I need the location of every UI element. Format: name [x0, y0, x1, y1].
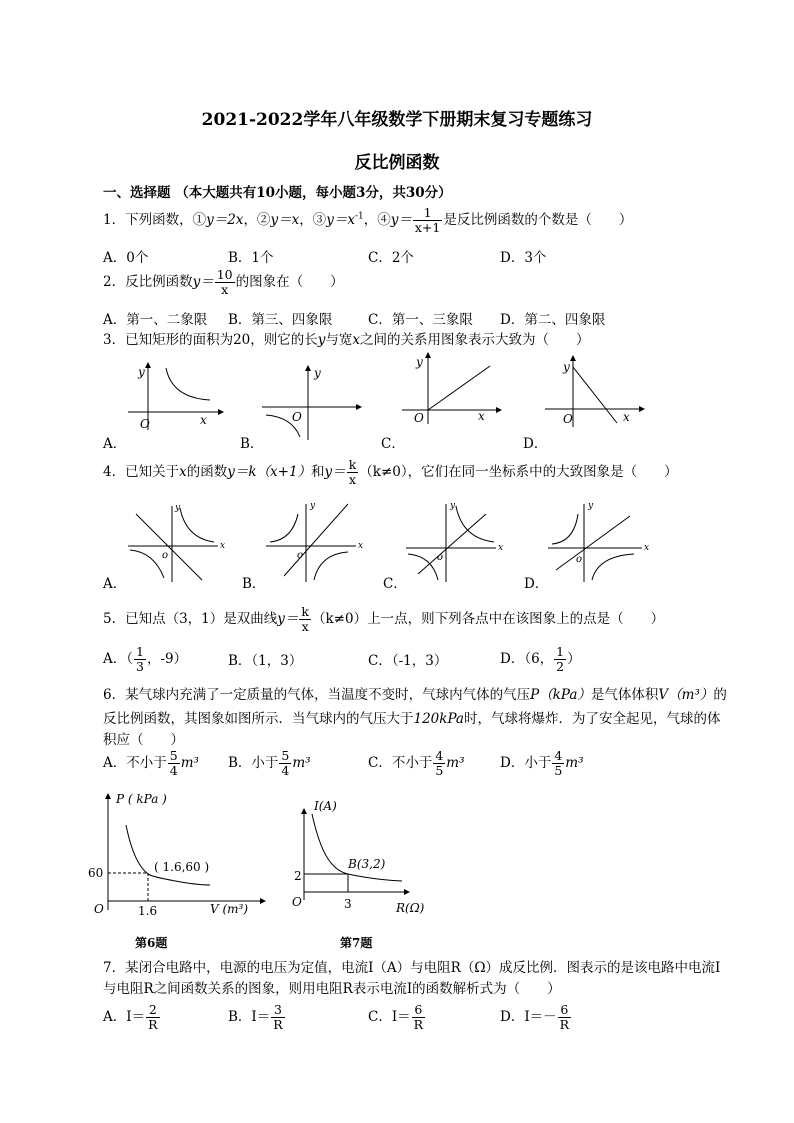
q1-func-1: y＝2x	[206, 212, 244, 228]
denominator: 2	[556, 659, 565, 674]
point-label: ( 1.6,60 )	[154, 860, 210, 874]
point-label: B(3,2)	[348, 857, 386, 871]
y-label: y	[450, 501, 456, 511]
q4-graph-d[interactable]	[548, 500, 648, 582]
numerator: k	[301, 604, 309, 619]
q4-graph-b[interactable]	[266, 500, 366, 582]
denominator: R	[559, 1017, 570, 1032]
q6-option-b[interactable]	[228, 749, 311, 778]
q4-text-end: ，它们在同一坐标系中的大致图象是（ ）	[407, 464, 678, 480]
unit: m³	[292, 755, 311, 771]
figure-caption: 第6题	[135, 936, 168, 950]
q4-func-2: y＝	[324, 464, 346, 480]
option-text: C．不小于	[368, 755, 433, 771]
origin-label: O	[94, 902, 104, 916]
x-arrow	[356, 404, 362, 410]
numerator: 10	[216, 267, 233, 282]
q4-graph-a[interactable]	[128, 502, 228, 582]
q3-option-d[interactable]: D．	[523, 436, 548, 452]
x-arrow	[496, 407, 502, 413]
numerator: k	[348, 457, 357, 472]
x-tick-label: 3	[344, 897, 352, 911]
y-axis-label: I(A)	[314, 799, 337, 813]
origin-label: o	[437, 552, 444, 563]
q5-option-a[interactable]	[103, 645, 187, 674]
question-7-line-2: 与电阻R之间函数关系的图象，则用电阻R表示电流I的函数解析式为（ ）	[103, 981, 561, 997]
q5-option-c[interactable]: C．（-1，3）	[368, 653, 448, 669]
q4-fraction	[347, 458, 359, 487]
hyperbola-branch	[314, 552, 348, 580]
option-fraction	[134, 645, 146, 674]
y-arrow	[105, 793, 111, 799]
option-text: D．I＝－	[500, 1009, 557, 1025]
x-label: x	[358, 541, 364, 551]
numerator: 4	[554, 748, 563, 763]
option-text: B．小于	[228, 755, 279, 771]
q3-graph-d[interactable]	[545, 355, 645, 430]
hyperbola-curve	[166, 368, 210, 400]
x-arrow	[218, 409, 224, 415]
q6-text-end: 的	[713, 687, 727, 703]
q3-text-mid: 与宽	[325, 332, 353, 348]
option-text: A．（	[103, 651, 133, 667]
origin-label: o	[576, 554, 583, 565]
option-fraction	[558, 1003, 571, 1032]
option-text: C．I＝	[368, 1009, 411, 1025]
hyperbola-branch	[180, 508, 214, 542]
origin-label: o	[297, 550, 304, 561]
q1-sep: ，④	[363, 212, 391, 228]
numerator: 2	[146, 1003, 159, 1018]
origin-label: O	[292, 410, 302, 424]
q7-option-c[interactable]	[368, 1003, 426, 1032]
q1-sep: ，②	[243, 212, 271, 228]
q3-graph-b[interactable]	[262, 365, 362, 440]
q3-text-end: 之间的关系用图象表示大致为（ ）	[360, 332, 590, 348]
page-subtitle: 反比例函数	[354, 153, 440, 173]
option-text-end: ，-9）	[146, 651, 188, 667]
option-fraction	[552, 749, 564, 778]
option-fraction	[412, 1003, 425, 1032]
question-2	[103, 268, 344, 297]
y-tick-label: 60	[88, 866, 104, 880]
q3-var-y: y	[317, 332, 326, 348]
q6-text-end: 时，气球将爆炸．为了安全起见，气球的体	[463, 711, 721, 727]
denominator: 4	[281, 763, 290, 778]
q3-graph-c[interactable]	[402, 352, 502, 427]
section-header	[103, 181, 452, 201]
denominator: R	[413, 1017, 424, 1032]
q5-text: 5．已知点（3，1）是双曲线	[103, 611, 278, 627]
q2-func: y＝	[192, 274, 214, 290]
q2-text-end: 的图象在（ ）	[235, 274, 344, 290]
unit: m³	[180, 755, 199, 771]
x-label: x	[623, 410, 630, 424]
question-7-line-1: 7．某闭合电路中，电源的电压为定值，电流I（A）与电阻R（Ω）成反比例．图表示的是该电路中电流I	[103, 960, 721, 976]
q2-option-b[interactable]: B．第三、四象限	[228, 312, 333, 328]
option-fraction	[271, 1003, 284, 1032]
line-graph	[284, 504, 348, 576]
q2-fraction	[215, 268, 235, 297]
origin-label: O	[140, 417, 150, 431]
section-name: 一、选择题	[103, 185, 171, 201]
numerator: 1	[136, 644, 144, 659]
option-fraction	[146, 1003, 159, 1032]
y-label: y	[175, 503, 181, 513]
numerator: 5	[169, 748, 178, 763]
q3-option-b[interactable]: B．	[240, 436, 264, 452]
hyperbola-curve	[126, 825, 210, 885]
numerator: 3	[271, 1003, 284, 1018]
q4-text-and: 和	[311, 464, 325, 480]
x-axis-label: R(Ω)	[396, 901, 425, 915]
origin-label: o	[162, 550, 169, 561]
question-6-line-3: 积应（ ）	[103, 732, 184, 748]
hyperbola-branch	[270, 514, 298, 542]
line-graph	[418, 514, 486, 574]
question-6-line-2	[103, 707, 720, 727]
unit: m³	[565, 755, 584, 771]
numerator: 6	[412, 1003, 425, 1018]
y-arrow	[425, 352, 431, 358]
q7-option-a[interactable]	[103, 1003, 161, 1032]
numerator: 5	[281, 748, 290, 763]
question-4	[103, 458, 678, 487]
option-text: B．I＝	[228, 1009, 271, 1025]
denominator: 5	[435, 763, 444, 778]
page-title: 2021-2022学年八年级数学下册期末复习专题练习	[201, 110, 593, 130]
q6-option-a[interactable]	[103, 749, 199, 778]
unit: m³	[446, 755, 465, 771]
option-text-end: ）	[567, 651, 581, 667]
numerator: 6	[558, 1003, 571, 1018]
q5-condition: （k≠0）	[312, 611, 368, 627]
q1-option-a[interactable]: A．0个	[103, 250, 149, 266]
y-arrow	[570, 355, 576, 361]
line-graph	[556, 516, 630, 570]
y-label: y	[563, 360, 570, 374]
denominator: 3	[136, 659, 144, 674]
x-tick-label: 1.6	[138, 904, 158, 918]
q6-text: 6．某气球内充满了一定质量的气体，当温度不变时，气球内气体的气压	[103, 687, 531, 703]
x-label: x	[498, 543, 504, 553]
y-label: y	[416, 355, 423, 369]
origin-label: O	[292, 895, 302, 909]
question-3	[103, 328, 590, 348]
x-label: x	[200, 413, 207, 427]
denominator: x	[301, 619, 309, 634]
x-label: x	[644, 543, 650, 553]
x-arrow	[260, 898, 266, 904]
q2-option-c[interactable]: C．第一、三象限	[368, 312, 473, 328]
q7-option-d[interactable]	[500, 1003, 572, 1032]
option-text: A．I＝	[103, 1009, 146, 1025]
q1-option-d[interactable]: D．3个	[500, 250, 547, 266]
option-fraction	[279, 749, 291, 778]
y-tick-label: 2	[294, 869, 302, 883]
q1-func-4: y＝	[390, 212, 412, 228]
q1-text-end: 是反比例函数的个数是（ ）	[443, 212, 633, 228]
q3-text: 3．已知矩形的面积为20，则它的长	[103, 332, 318, 348]
origin-label: O	[563, 412, 573, 426]
q7-option-b[interactable]	[228, 1003, 286, 1032]
q6-threshold: 120kPa	[413, 711, 464, 727]
option-text: D．小于	[500, 755, 552, 771]
option-text: A．不小于	[103, 755, 167, 771]
q6-volume: V（m³）	[658, 687, 714, 703]
q1-fraction	[413, 206, 442, 235]
x-arrow	[639, 406, 645, 412]
q1-exponent: -1	[354, 211, 364, 222]
question-6-line-1	[103, 683, 727, 703]
q6-text: 反比例函数，其图象如图所示．当气球内的气压大于	[103, 711, 414, 727]
q1-option-c[interactable]: C．2个	[368, 250, 414, 266]
numerator: 4	[435, 748, 444, 763]
q6-pressure: P（kPa）	[530, 687, 591, 703]
x-label: x	[478, 409, 485, 423]
origin-label: O	[414, 411, 424, 425]
q4-option-a[interactable]: A．	[103, 576, 127, 592]
line-graph	[136, 514, 202, 580]
q5-text-end: 上一点，则下列各点中在该图象上的点是（ ）	[367, 611, 665, 627]
numerator: 1	[413, 206, 442, 221]
q3-option-c[interactable]: C．	[381, 436, 405, 452]
y-label: y	[310, 501, 316, 511]
q3-graph-a[interactable]	[120, 360, 220, 430]
y-arrow	[145, 362, 151, 368]
q1-sep: ，③	[299, 212, 327, 228]
y-axis-label: P ( kPa )	[116, 792, 167, 806]
q6-option-c[interactable]	[368, 749, 465, 778]
q1-text: 1．下列函数，①	[103, 212, 207, 228]
denominator: x+1	[414, 220, 441, 235]
x-arrow	[404, 889, 410, 895]
denominator: 5	[554, 763, 563, 778]
figure-caption: 第7题	[340, 936, 373, 950]
denominator: x	[348, 472, 356, 487]
y-arrow	[305, 365, 311, 371]
figure-7	[286, 799, 425, 950]
q4-graph-c[interactable]	[406, 500, 506, 582]
x-axis-label: V (m³)	[210, 902, 249, 916]
option-text: D．（6，	[500, 651, 554, 667]
line-graph	[428, 366, 490, 410]
line-graph	[573, 367, 617, 423]
q4-option-d[interactable]: D．	[524, 576, 549, 592]
denominator: 4	[169, 763, 178, 778]
q2-text: 2．反比例函数	[103, 274, 193, 290]
q6-option-d[interactable]	[500, 749, 584, 778]
y-arrow	[301, 808, 307, 814]
option-fraction	[168, 749, 180, 778]
y-label: y	[138, 365, 145, 379]
section-note: （本大题共有10小题，每小题3分，共30分）	[175, 185, 452, 201]
q4-var: x	[179, 464, 187, 480]
hyperbola-branch	[592, 554, 634, 580]
option-fraction	[554, 645, 566, 674]
hyperbola-branch	[552, 514, 578, 544]
hyperbola-branch	[408, 554, 438, 580]
denominator: x	[221, 282, 229, 297]
q2-option-d[interactable]: D．第二、四象限	[500, 312, 606, 328]
numerator: 1	[556, 644, 565, 659]
y-label: y	[314, 366, 321, 380]
q1-option-b[interactable]: B．1个	[228, 250, 274, 266]
figure-6	[80, 785, 270, 950]
x-label: x	[220, 541, 226, 551]
q6-text-mid: 是气体体积	[590, 687, 659, 703]
question-5	[103, 605, 664, 634]
q5-option-b[interactable]: B．（1，3）	[228, 653, 303, 669]
q3-var-x: x	[352, 332, 361, 348]
q5-fraction	[299, 605, 311, 634]
hyperbola-branch	[130, 550, 164, 578]
q4-func-1: y＝k（x+1）	[227, 464, 312, 480]
q1-func-3: y＝x	[326, 212, 355, 228]
q4-option-b[interactable]: B．	[242, 576, 266, 592]
q4-condition: （k≠0）	[359, 464, 408, 480]
q4-text: 4．已知关于	[103, 464, 180, 480]
denominator: R	[273, 1017, 283, 1032]
q4-option-c[interactable]: C．	[383, 576, 407, 592]
q4-text-mid: 的函数	[186, 464, 228, 480]
q2-option-a[interactable]: A．第一、二象限	[103, 312, 208, 328]
denominator: R	[148, 1017, 158, 1032]
y-label: y	[588, 501, 594, 511]
q1-func-2: y＝x	[270, 212, 300, 228]
q5-option-d[interactable]	[500, 645, 581, 674]
q5-func: y＝	[277, 611, 299, 627]
question-1	[103, 206, 632, 235]
q3-option-a[interactable]: A．	[103, 436, 127, 452]
option-fraction	[433, 749, 445, 778]
